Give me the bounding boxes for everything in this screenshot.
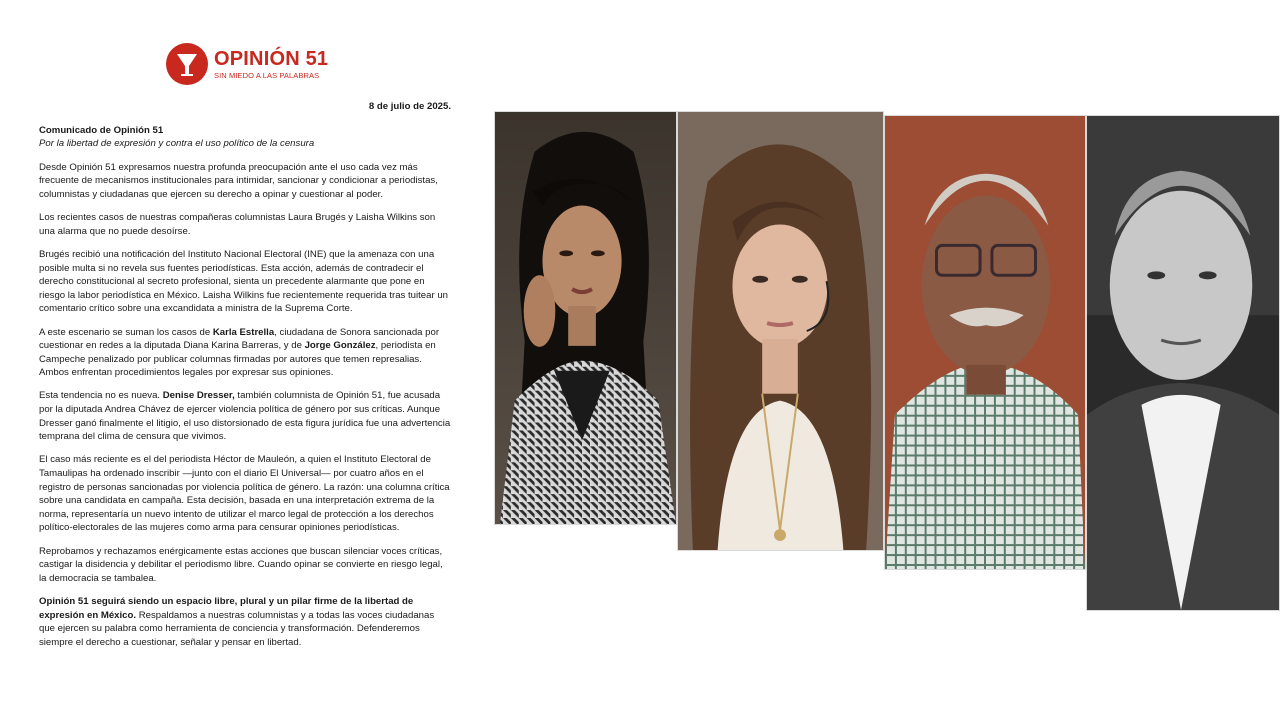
- paragraph-5: [39, 389, 451, 443]
- paragraph-3: Brugés recibió una notificación del Instituto Nacional Electoral (INE) que la amenaza con una posible multa si no revela sus fuentes periodísticas. Esta acción, además de contradecir el derecho constitucional al secreto profesional, sienta un precedente alarmante que pone en riesgo la labor periodística en México. Laisha Wilkins fue recientemente requerida tras tuitear un comentario crítico sobre una excandidata a ministra de la Suprema Corte.: [39, 248, 449, 315]
- p8-text-b: Respaldamos a nuestras columnistas y a todas las voces ciudadanas que ejercen su palabra como herramienta de conciencia y transformación. Defenderemos siempre el derecho a cuestionar, señalar y pensar en libertad.: [39, 609, 435, 648]
- release-heading: Comunicado de Opinión 51: [39, 124, 164, 136]
- portrait-2-image: [678, 112, 883, 550]
- paragraph-4: [39, 326, 451, 380]
- logo-name: OPINIÓN 51: [214, 47, 329, 70]
- paragraph-8: [39, 595, 451, 649]
- p5-text-c: también columnista de Opinión 51, fue acusada por la diputada Andrea Chávez de ejercer violencia política de género por sus críticas. Aunque Dresser ganó finalmente el litigio, el uso distorsionado de esta figura jurídica fue una advertencia temprana del clima de censura que vivimos.: [39, 390, 451, 443]
- logo-tagline: SIN MIEDO A LAS PALABRAS: [214, 70, 320, 80]
- paragraph-1: Desde Opinión 51 expresamos nuestra profunda preocupación ante el uso cada vez más frecuente de mecanismos institucionales para intimidar, sancionar y condicionar a periodistas, columnistas y ciudadanas que ejercen su derecho a opinar y cuestionar al poder.: [39, 161, 438, 200]
- p4-text-a: A este escenario se suman los casos de: [39, 326, 213, 338]
- portrait-1-image: [495, 112, 676, 524]
- p4-text-e: , periodista en Campeche penalizado por publicar columnas firmadas por autores que temen represalias. Ambos enfrentan procedimientos legales por expresar sus opiniones.: [39, 340, 436, 379]
- portrait-photo-2: [677, 111, 884, 551]
- portrait-photo-4: [1086, 115, 1280, 611]
- paragraph-6: El caso más reciente es el del periodista Héctor de Mauleón, a quien el Instituto Electoral de Tamaulipas ha ordenado inscribir —junto con el diario El Universal— por cuatro años en el registro de personas sancionadas por violencia política de género. La razón: una columna crítica sobre una candidata en campaña. Esta decisión, basada en una interpretación extrema de la norma, representaría un nuevo intento de utilizar el marco legal de protección a los derechos político-electorales de las mujeres como arma para censurar opiniones periodísticas.: [39, 454, 450, 534]
- portrait-4-image: [1087, 116, 1279, 610]
- release-date: 8 de julio de 2025.: [368, 101, 451, 112]
- paragraph-2: Los recientes casos de nuestras compañeras columnistas Laura Brugés y Laisha Wilkins son una alarma que no puede desoírse.: [39, 212, 436, 237]
- press-release: [39, 100, 451, 659]
- p4-name-jorge: Jorge González: [304, 340, 376, 352]
- opinion51-logo: [166, 42, 328, 86]
- portrait-3-image: [885, 116, 1085, 569]
- paragraph-7: Reprobamos y rechazamos enérgicamente estas acciones que buscan silenciar voces críticas, castigar la disidencia y debilitar el periodismo libre. Cuando opinar se convierte en riesgo legal, la democracia se tambalea.: [39, 545, 443, 584]
- wine-glass-logo-icon: [166, 43, 208, 85]
- p4-name-karla: Karla Estrella: [212, 326, 275, 338]
- p8-bold-statement: Opinión 51 seguirá siendo un espacio libre, plural y un pilar firme de la libertad de expresión en México.: [39, 595, 414, 621]
- portrait-photo-1: [494, 111, 677, 525]
- p5-text-a: Esta tendencia no es nueva.: [39, 390, 163, 402]
- p5-name-denise: Denise Dresser,: [162, 390, 235, 402]
- release-subheading: Por la libertad de expresión y contra el uso político de la censura: [39, 138, 315, 150]
- portrait-photo-3: [884, 115, 1086, 570]
- p4-text-c: , ciudadana de Sonora sancionada por cuestionar en redes a la diputada Diana Karina Barreras, y de: [39, 326, 440, 352]
